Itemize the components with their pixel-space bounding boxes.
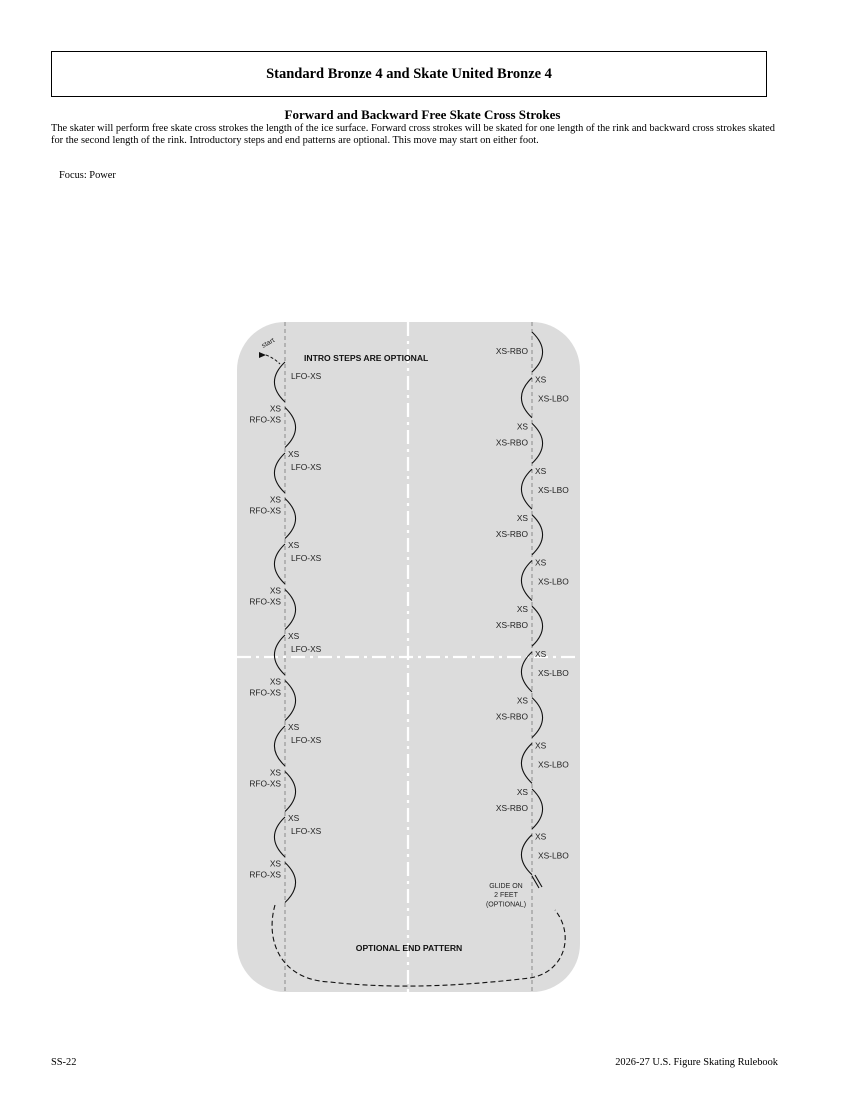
edge-label: RFO-XS: [249, 687, 281, 698]
focus-note: Focus: Power: [59, 170, 116, 181]
edge-label: RFO-XS: [249, 869, 281, 880]
intro-steps-label: INTRO STEPS ARE OPTIONAL: [304, 353, 429, 363]
edge-label: LFO-XS: [291, 644, 322, 654]
section-heading: Forward and Backward Free Skate Cross Strokes: [284, 107, 561, 122]
cross-label: XS: [535, 740, 547, 751]
edge-label: XS-RBO: [495, 528, 528, 539]
footer-book: 2026-27 U.S. Figure Skating Rulebook: [615, 1057, 778, 1068]
edge-label: XS-RBO: [495, 620, 528, 631]
cross-label: XS: [269, 494, 281, 505]
edge-label: XS-LBO: [538, 485, 569, 496]
footer-page-id: SS-22: [51, 1057, 77, 1068]
cross-label: XS: [288, 540, 300, 550]
edge-label: RFO-XS: [249, 505, 281, 516]
start-label: start: [260, 337, 276, 350]
glide-label: (OPTIONAL): [485, 901, 527, 909]
edge-label: LFO-XS: [291, 462, 322, 472]
cross-label: XS: [516, 787, 528, 797]
edge-label: XS-LBO: [538, 667, 569, 678]
cross-label: XS: [516, 695, 528, 706]
edge-label: XS-LBO: [538, 576, 569, 587]
edge-label: XS-LBO: [538, 393, 569, 404]
cross-label: XS: [269, 858, 281, 869]
cross-label: XS: [269, 676, 281, 687]
edge-label: LFO-XS: [291, 826, 322, 836]
edge-label: RFO-XS: [249, 414, 281, 425]
edge-label: LFO-XS: [291, 553, 322, 563]
page-title: Standard Bronze 4 and Skate United Bronze 4: [266, 65, 552, 82]
cross-label: XS: [516, 421, 528, 432]
edge-label: RFO-XS: [249, 596, 281, 607]
edge-label: XS-LBO: [538, 850, 569, 861]
edge-label: XS-RBO: [495, 437, 528, 448]
edge-label: XS-RBO: [495, 711, 528, 722]
edge-label: XS-LBO: [538, 759, 569, 770]
cross-label: XS: [288, 813, 300, 823]
cross-label: XS: [288, 449, 300, 459]
cross-label: XS: [269, 585, 281, 596]
cross-label: XS: [269, 403, 281, 414]
edge-label: LFO-XS: [291, 371, 322, 381]
cross-label: XS: [535, 648, 547, 659]
section-description: The skater will perform free skate cross strokes the length of the ice surface. Forward cross strokes will be skated for one length of the rink and backward cross strokes skated for the second length of the rink. Introductory steps and end patterns are optional. This move may start on either foot.: [51, 123, 775, 146]
glide-label: GLIDE ON: [489, 883, 523, 890]
cross-label: XS: [288, 722, 300, 732]
cross-label: XS: [535, 557, 547, 568]
cross-label: XS: [535, 374, 547, 385]
edge-label: XS-RBO: [495, 346, 528, 356]
cross-label: XS: [516, 604, 528, 615]
edge-label: LFO-XS: [291, 735, 322, 745]
cross-label: XS: [516, 512, 528, 523]
cross-label: XS: [288, 631, 300, 641]
edge-label: RFO-XS: [249, 778, 281, 789]
edge-label: XS-RBO: [495, 803, 528, 813]
glide-label: 2 FEET: [494, 892, 518, 900]
cross-label: XS: [269, 767, 281, 778]
cross-label: XS: [535, 466, 547, 477]
end-pattern-label: OPTIONAL END PATTERN: [355, 943, 463, 953]
cross-label: XS: [535, 831, 547, 842]
